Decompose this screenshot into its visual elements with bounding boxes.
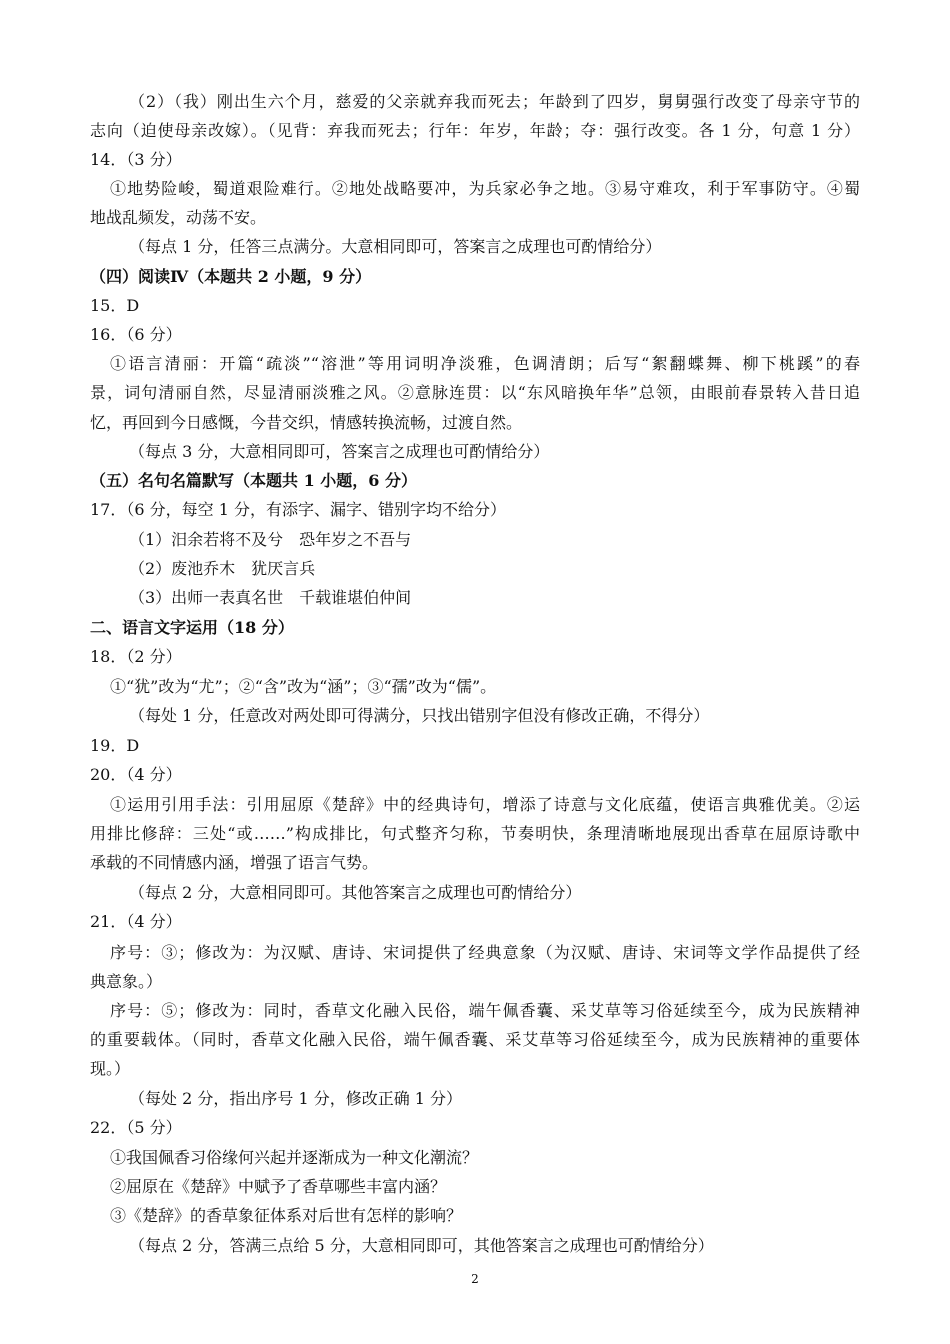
q22-question-2: ②屈原在《楚辞》中赋予了香草哪些丰富内涵？ <box>110 1177 447 1196</box>
q16-answer-line-3: 忆，再回到今日感慨，今昔交织，情感转换流畅，过渡自然。 <box>90 413 523 432</box>
q20-heading: 20．（4 分） <box>90 765 182 784</box>
q14-scoring-note: （每点 1 分，任答三点满分。大意相同即可，答案言之成理也可酌情给分） <box>129 237 662 256</box>
page-number: 2 <box>471 1272 479 1286</box>
q22-question-1: ①我国佩香习俗缘何兴起并逐渐成为一种文化潮流？ <box>110 1148 479 1167</box>
q21-scoring-note: （每处 2 分，指出序号 1 分，修改正确 1 分） <box>129 1089 463 1108</box>
q17-answer-1: （1）汨余若将不及兮 恐年岁之不吾与 <box>129 530 412 549</box>
section-language-use-heading: 二、语言文字运用（18 分） <box>90 618 294 637</box>
q16-answer-line-1: ①语言清丽：开篇“疏淡”“溶泄”等用词明净淡雅，色调清朗；后写“絮翻蝶舞、柳下桃蹊”的春 <box>110 354 860 373</box>
q18-heading: 18．（2 分） <box>90 647 182 666</box>
q17-heading: 17．（6 分，每空 1 分，有添字、漏字、错别字均不给分） <box>90 500 506 519</box>
q21-revision-2-line-3: 现。） <box>90 1059 131 1078</box>
q21-revision-2-line-1: 序号：⑤；修改为：同时，香草文化融入民俗，端午佩香囊、采艾草等习俗延续至今，成为民族精神 <box>110 1001 860 1020</box>
q21-revision-1-line-1: 序号：③；修改为：为汉赋、唐诗、宋词提供了经典意象（为汉赋、唐诗、宋词等文学作品提供了经 <box>110 943 860 962</box>
q20-scoring-note: （每点 2 分，大意相同即可。其他答案言之成理也可酌情给分） <box>129 883 582 902</box>
q13-2-translation-line-1: （2）（我）刚出生六个月，慈爱的父亲就弃我而死去；年龄到了四岁，舅舅强行改变了母亲守节的 <box>129 92 860 111</box>
q14-heading: 14．（3 分） <box>90 150 182 169</box>
q22-question-3: ③《楚辞》的香草象征体系对后世有怎样的影响？ <box>110 1206 463 1225</box>
q17-answer-3: （3）出师一表真名世 千载谁堪伯仲间 <box>129 588 412 607</box>
q18-answer: ①“犹”改为“尤”；②“含”改为“涵”；③“孺”改为“儒”。 <box>110 677 497 696</box>
q18-scoring-note: （每处 1 分，任意改对两处即可得满分，只找出错别字但没有修改正确，不得分） <box>129 706 710 725</box>
q16-scoring-note: （每点 3 分，大意相同即可，答案言之成理也可酌情给分） <box>129 442 550 461</box>
q21-heading: 21．（4 分） <box>90 912 182 931</box>
q21-revision-1-line-2: 典意象。） <box>90 972 163 991</box>
q20-answer-line-2: 用排比修辞：三处“或……”构成排比，句式整齐匀称，节奏明快，条理清晰地展现出香草在屈原诗歌中 <box>90 824 860 843</box>
q17-answer-2: （2）废池乔木 犹厌言兵 <box>129 559 316 578</box>
q20-answer-line-1: ①运用引用手法：引用屈原《楚辞》中的经典诗句，增添了诗意与文化底蕴，使语言典雅优美。②运 <box>110 795 860 814</box>
q13-2-translation-line-2: 志向（迫使母亲改嫁）。（见背：弃我而死去；行年：年岁，年龄；夺：强行改变。各 1 分，句意 1 分） <box>90 121 860 140</box>
section-reading-4-heading: （四）阅读Ⅳ（本题共 2 小题，9 分） <box>90 267 372 286</box>
q14-answer-line-2: 地战乱频发，动荡不安。 <box>90 208 267 227</box>
q16-heading: 16．（6 分） <box>90 325 182 344</box>
section-recitation-heading: （五）名句名篇默写（本题共 1 小题，6 分） <box>90 471 417 490</box>
q22-heading: 22．（5 分） <box>90 1118 182 1137</box>
q16-answer-line-2: 景，词句清丽自然，尽显清丽淡雅之风。②意脉连贯：以“东风暗换年华”总领，由眼前春景转入昔日追 <box>90 383 860 402</box>
q20-answer-line-3: 承载的不同情感内涵，增强了语言气势。 <box>90 853 379 872</box>
q21-revision-2-line-2: 的重要载体。（同时，香草文化融入民俗，端午佩香囊、采艾草等习俗延续至今，成为民族精神的重要体 <box>90 1030 860 1049</box>
q15-answer: 15．D <box>90 296 140 315</box>
q22-scoring-note: （每点 2 分，答满三点给 5 分，大意相同即可，其他答案言之成理也可酌情给分） <box>129 1236 714 1255</box>
q14-answer-line-1: ①地势险峻，蜀道艰险难行。②地处战略要冲，为兵家必争之地。③易守难攻，利于军事防守。④蜀 <box>110 179 860 198</box>
q19-answer: 19．D <box>90 736 140 755</box>
